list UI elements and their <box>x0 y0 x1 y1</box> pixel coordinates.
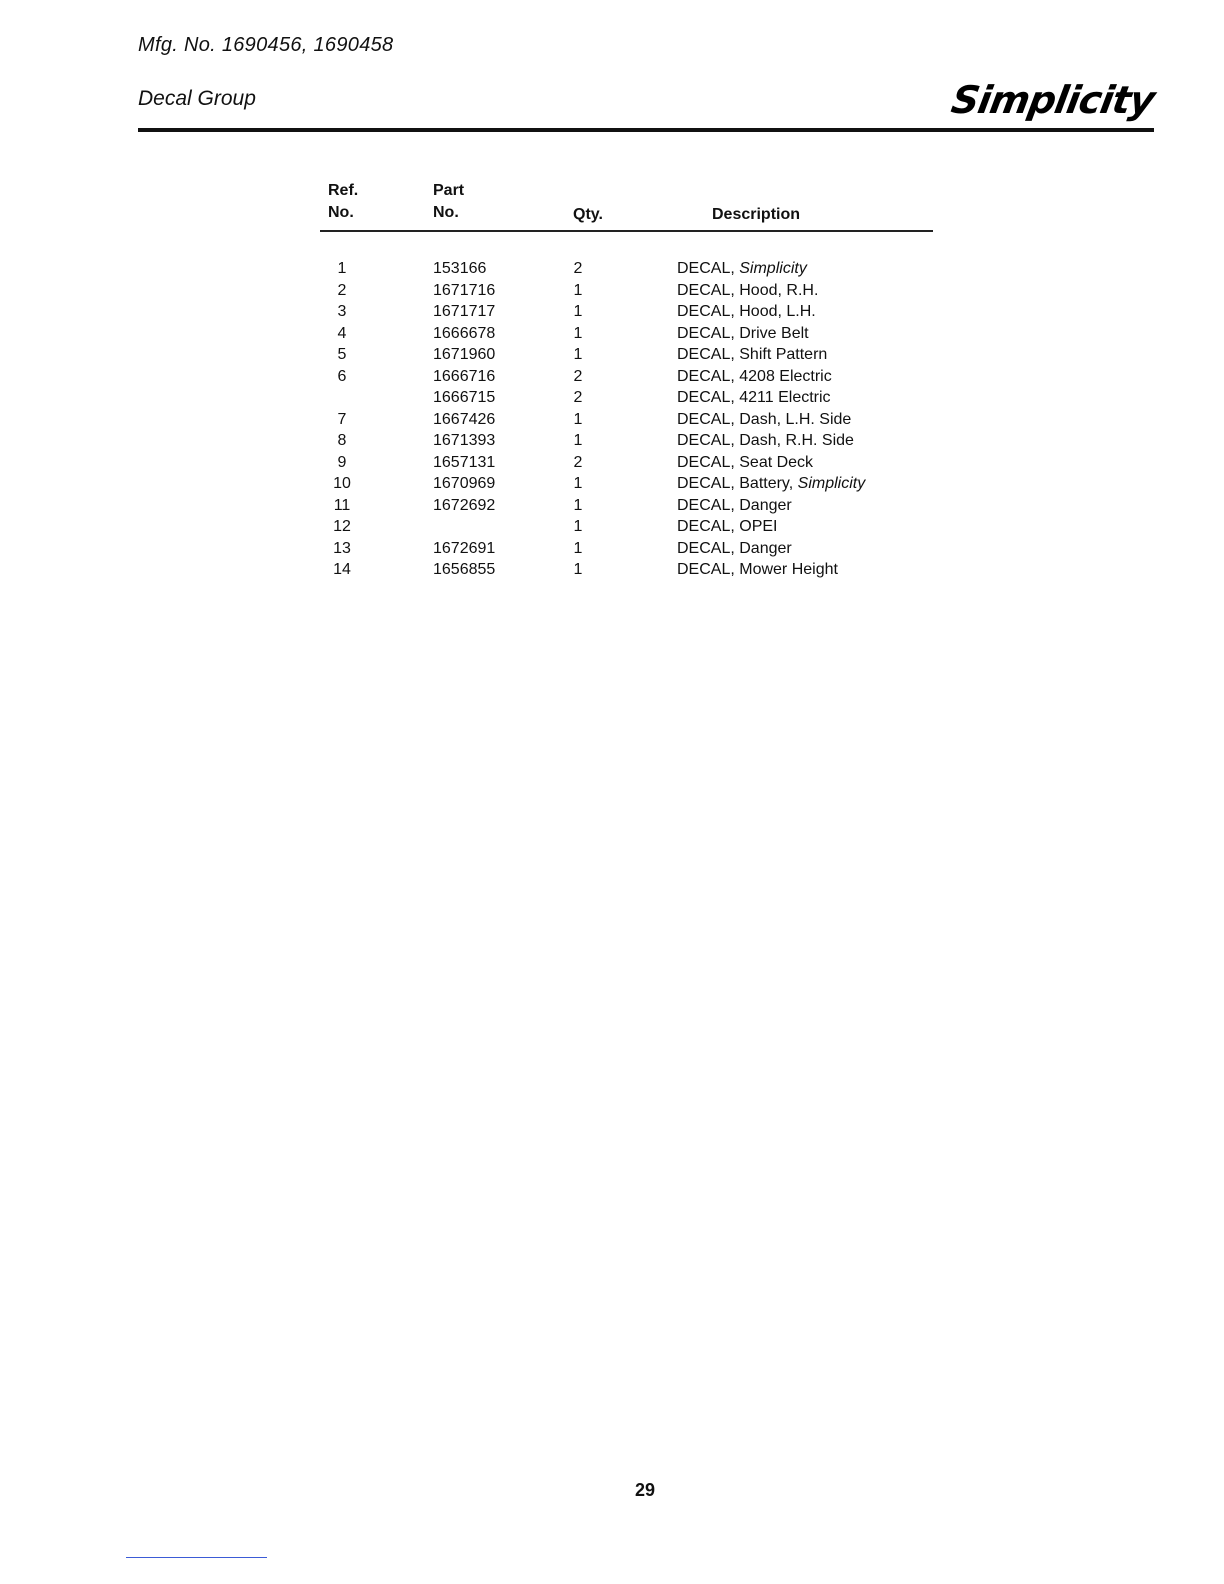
quantity: 1 <box>573 475 583 492</box>
description <box>677 473 865 494</box>
quantity: 1 <box>573 496 583 514</box>
description <box>677 452 813 473</box>
part-number: 153166 <box>433 260 487 277</box>
quantity: 2 <box>573 389 583 406</box>
description <box>677 409 851 430</box>
part-number: 1671717 <box>433 303 496 320</box>
header-ref-line1: Ref. <box>328 182 359 199</box>
part-number: 1667426 <box>433 410 496 428</box>
quantity: 1 <box>573 518 583 535</box>
ref-number: 3 <box>337 303 347 320</box>
ref-number: 14 <box>333 561 351 578</box>
part-number: 1671393 <box>433 432 496 449</box>
ref-number: 10 <box>333 475 351 492</box>
quantity: 1 <box>573 303 583 320</box>
brand-logo: Simplicity <box>948 78 1158 122</box>
part-number: 1670969 <box>433 475 496 492</box>
part-number: 1666715 <box>433 389 496 406</box>
quantity: 1 <box>573 432 583 449</box>
description <box>677 280 818 301</box>
quantity: 1 <box>573 346 583 363</box>
description-text: DECAL, 4211 Electric <box>677 389 831 406</box>
description-text: DECAL, Seat Deck <box>677 453 814 471</box>
table-row <box>0 409 1224 431</box>
description <box>677 258 807 279</box>
table-row <box>0 323 1224 345</box>
description-text: DECAL, Battery, <box>677 475 798 492</box>
description <box>677 430 854 451</box>
quantity: 2 <box>573 260 583 277</box>
ref-number: 5 <box>337 346 347 363</box>
part-number: 1671716 <box>433 281 496 299</box>
part-number: 1666678 <box>433 324 496 342</box>
part-number: 1671960 <box>433 346 496 363</box>
description <box>677 344 827 365</box>
part-number: 1657131 <box>433 453 496 471</box>
header-qty: Qty. <box>573 206 603 223</box>
table-row <box>0 538 1224 560</box>
header-description: Description <box>712 206 801 223</box>
description <box>677 387 831 408</box>
table-row <box>0 452 1224 474</box>
description-brand: Simplicity <box>797 475 866 492</box>
table-row <box>0 366 1224 388</box>
part-number: 1672691 <box>433 539 496 557</box>
quantity: 2 <box>573 367 583 385</box>
table-row <box>0 280 1224 302</box>
table-row <box>0 559 1224 581</box>
ref-number: 4 <box>337 324 347 342</box>
quantity: 2 <box>573 453 583 471</box>
description <box>677 323 809 344</box>
table-row <box>0 258 1224 280</box>
description-text: DECAL, Mower Height <box>677 561 838 578</box>
ref-number: 6 <box>337 367 347 385</box>
table-row <box>0 495 1224 517</box>
description-text: DECAL, OPEI <box>677 518 778 535</box>
description-text: DECAL, Hood, L.H. <box>677 303 816 320</box>
description <box>677 538 792 559</box>
header-ref-line2: No. <box>328 204 354 221</box>
part-number: 1672692 <box>433 496 496 514</box>
table-row <box>0 473 1224 495</box>
description <box>677 559 838 580</box>
ref-number: 7 <box>337 410 347 428</box>
description <box>677 366 832 387</box>
table-row <box>0 387 1224 409</box>
header-rule <box>138 128 1154 132</box>
description-text: DECAL, Shift Pattern <box>677 346 828 363</box>
ref-number: 12 <box>333 518 351 535</box>
quantity: 1 <box>573 561 583 578</box>
description <box>677 301 816 322</box>
ref-number: 8 <box>337 432 347 449</box>
table-row <box>0 344 1224 366</box>
header-part-line2: No. <box>433 204 459 221</box>
mfg-number: Mfg. No. 1690456, 1690458 <box>138 34 394 56</box>
ref-number: 13 <box>333 539 351 557</box>
header-part-line1: Part <box>433 182 465 199</box>
quantity: 1 <box>573 281 583 299</box>
table-row <box>0 301 1224 323</box>
description-text: DECAL, Danger <box>677 539 792 557</box>
ref-number: 11 <box>333 496 351 514</box>
description-brand: Simplicity <box>739 260 807 277</box>
description-text: DECAL, <box>677 260 740 277</box>
description-text: DECAL, Dash, R.H. Side <box>677 432 854 449</box>
section-title: Decal Group <box>138 87 256 110</box>
footer-line <box>126 1557 267 1558</box>
description <box>677 495 792 516</box>
table-row <box>0 516 1224 538</box>
quantity: 1 <box>573 410 583 428</box>
description <box>677 516 777 537</box>
description-text: DECAL, Dash, L.H. Side <box>677 410 852 428</box>
ref-number: 2 <box>337 281 347 299</box>
description-text: DECAL, Danger <box>677 496 792 514</box>
ref-number: 9 <box>337 453 347 471</box>
table-row <box>0 430 1224 452</box>
description-text: DECAL, Hood, R.H. <box>677 281 819 299</box>
table-header-rule <box>320 230 933 232</box>
page-number: 29 <box>634 1480 656 1500</box>
quantity: 1 <box>573 324 583 342</box>
part-number: 1666716 <box>433 367 496 385</box>
ref-number: 1 <box>337 260 347 277</box>
part-number: 1656855 <box>433 561 496 578</box>
description-text: DECAL, Drive Belt <box>677 324 809 342</box>
quantity: 1 <box>573 539 583 557</box>
description-text: DECAL, 4208 Electric <box>677 367 832 385</box>
table-rows <box>0 258 1224 581</box>
